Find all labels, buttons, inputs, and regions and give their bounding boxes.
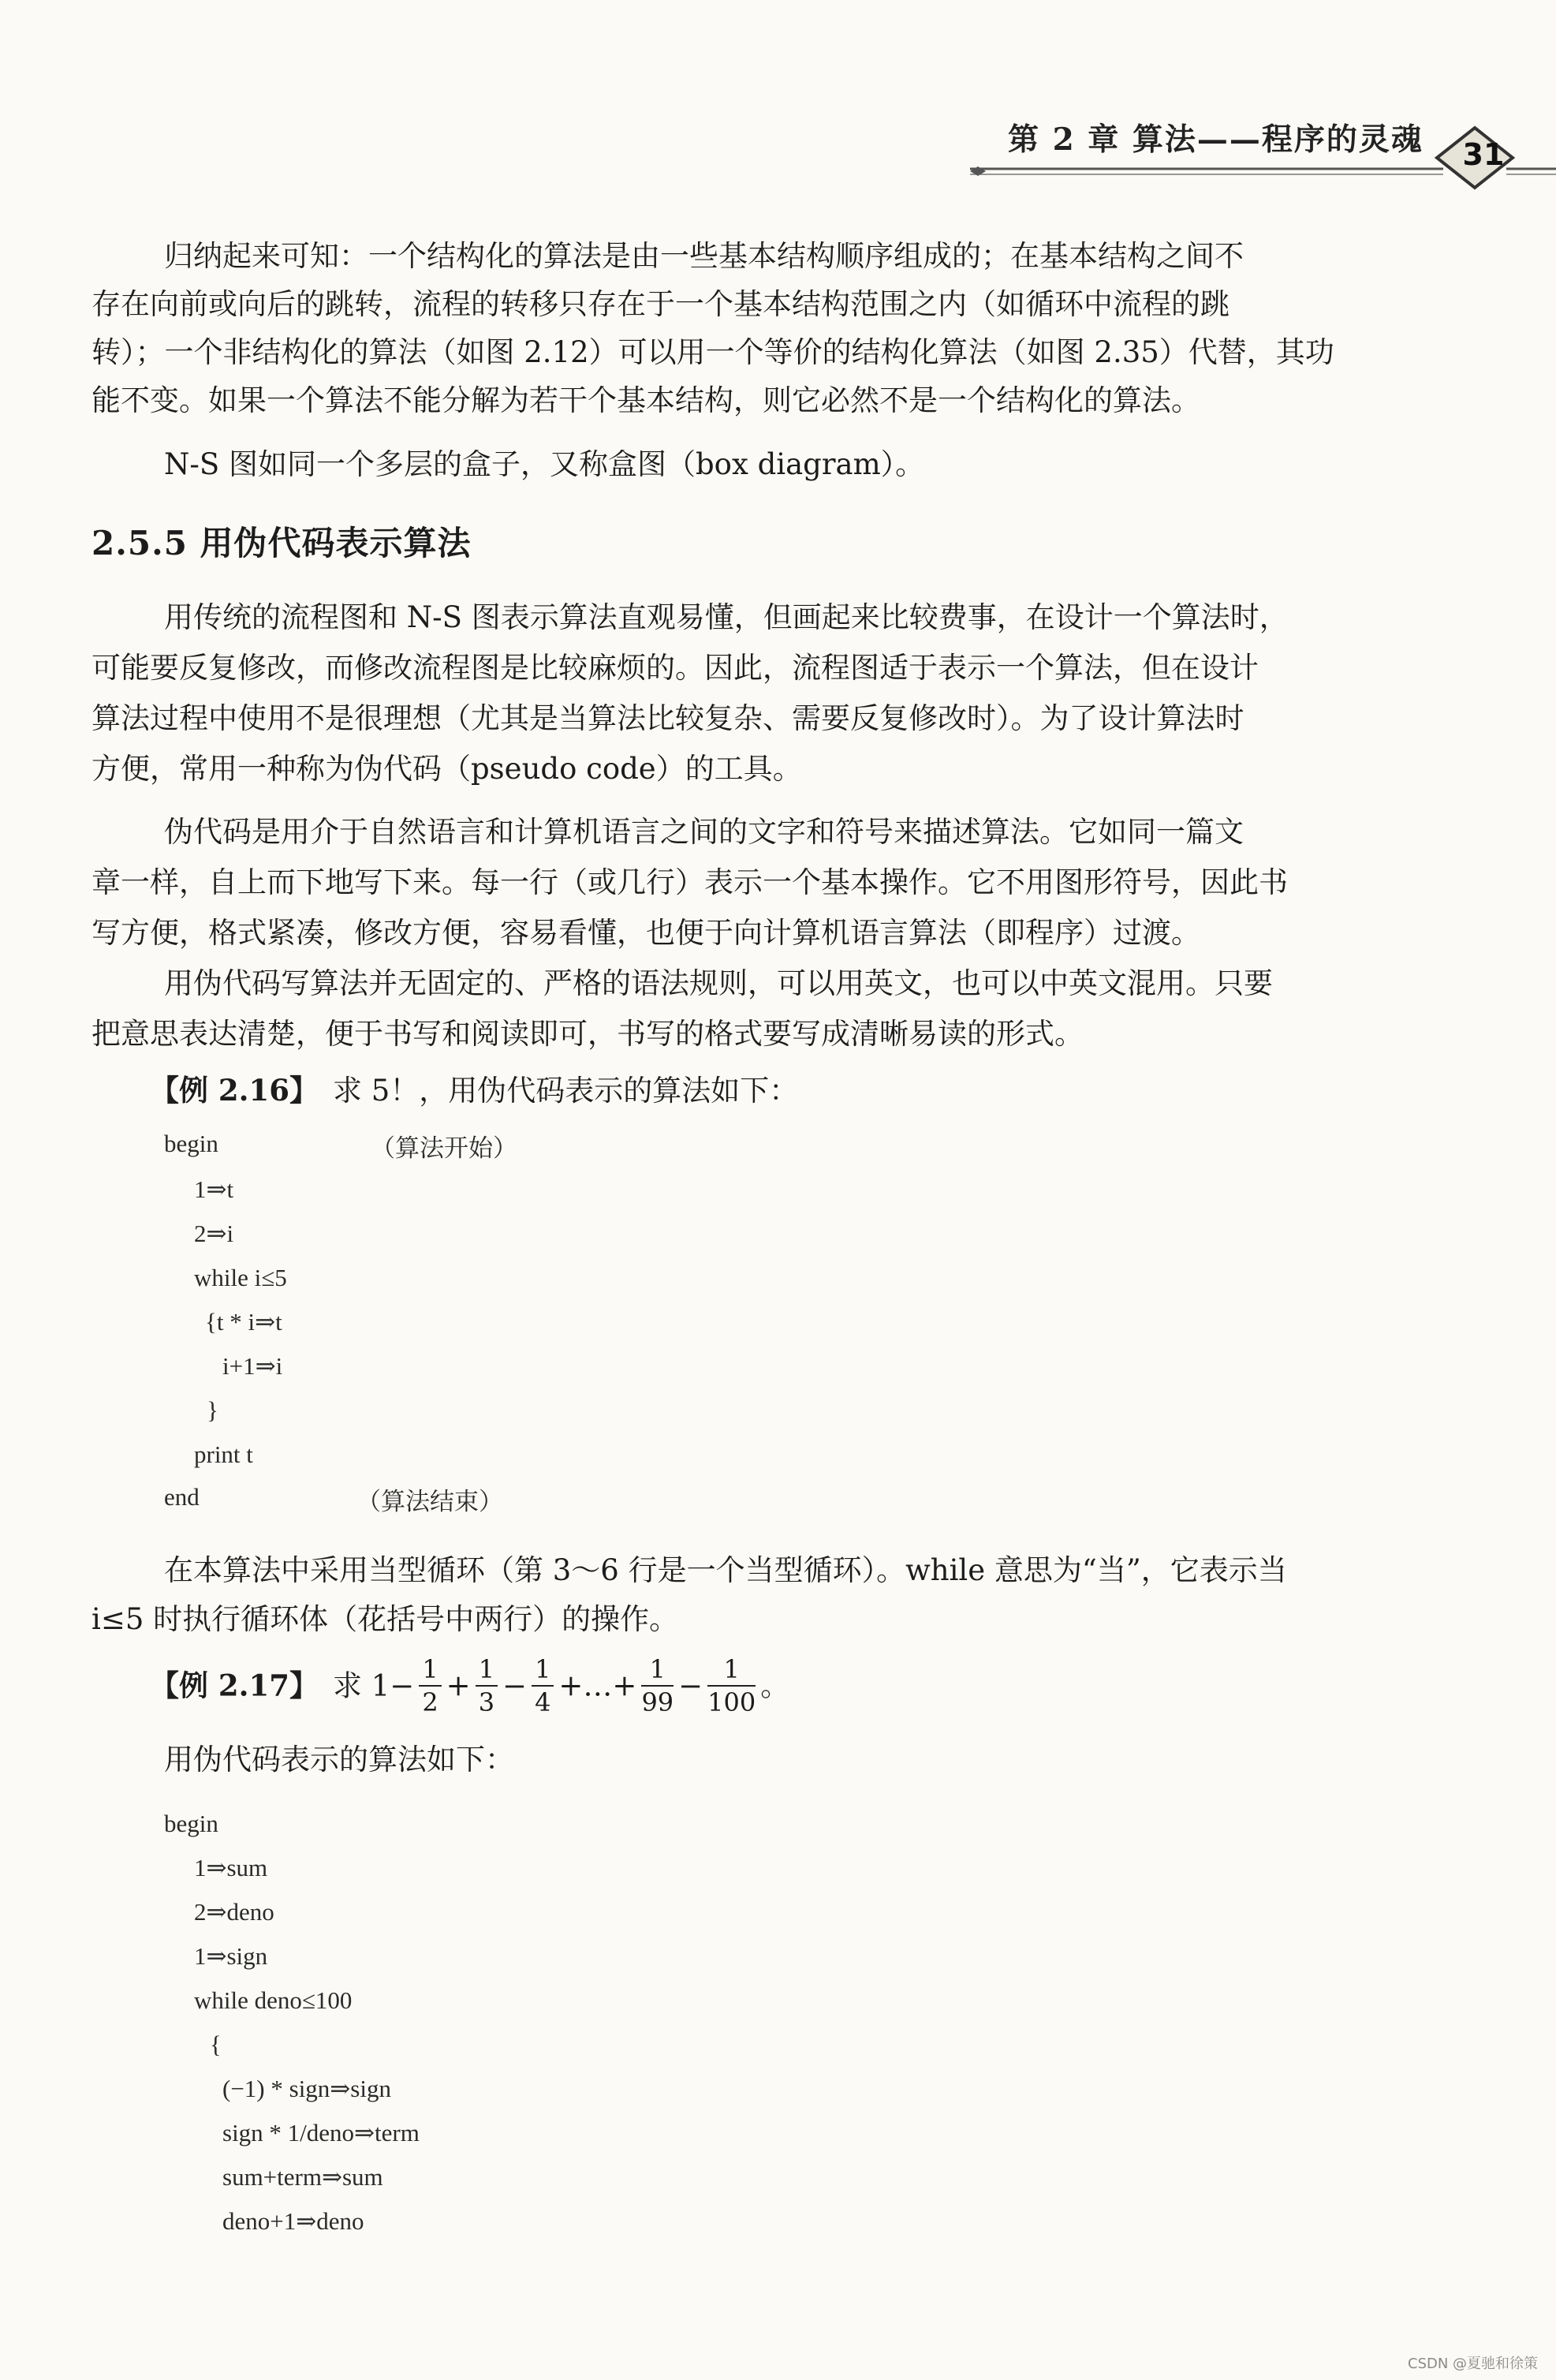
paragraph-line: 存在向前或向后的跳转，流程的转移只存在于一个基本结构范围之内（如循环中流程的跳 <box>91 287 1230 321</box>
code-line: (−1) * sign⇒sign <box>222 2075 391 2102</box>
chapter-header: 第 2 章 算法——程序的灵魂 <box>1008 121 1424 158</box>
paragraph-line: 把意思表达清楚，便于书写和阅读即可，书写的格式要写成清晰易读的形式。 <box>91 1017 1084 1051</box>
fraction-term: $\frac{1}{99}$ <box>641 1654 674 1717</box>
code-line: begin <box>164 1130 218 1157</box>
code-line: while i≤5 <box>194 1264 287 1291</box>
section-title: 2.5.5 用伪代码表示算法 <box>91 524 472 562</box>
code-comment: （算法开始） <box>371 1134 517 1162</box>
code-line: sum+term⇒sum <box>222 2163 383 2191</box>
code-comment: （算法结束） <box>356 1488 503 1515</box>
paragraph-line: 算法过程中使用不是很理想（尤其是当算法比较复杂、需要反复修改时）。为了设计算法时 <box>91 701 1244 735</box>
code-line: } <box>207 1396 218 1424</box>
code-line: while deno≤100 <box>194 1986 353 2014</box>
paragraph-line: 写方便，格式紧凑，修改方便，容易看懂，也便于向计算机语言算法（即程序）过渡。 <box>91 916 1200 950</box>
code-line: i+1⇒i <box>222 1352 283 1380</box>
example-16-heading <box>150 1067 798 1109</box>
fraction-operator: 。 <box>760 1668 790 1703</box>
fraction-term: $\frac{1}{3}$ <box>476 1657 498 1715</box>
paragraph-line: 方便，常用一种称为伪代码（pseudo code）的工具。 <box>91 752 802 786</box>
example-17-heading <box>150 1654 790 1717</box>
csdn-watermark: CSDN @夏驰和徐策 <box>1408 2356 1539 2372</box>
paragraph-line: 转）；一个非结构化的算法（如图 2.12）可以用一个等价的结构化算法（如图 2.35）代替，其功 <box>91 335 1334 369</box>
code-line: 1⇒sign <box>194 1942 268 1970</box>
example-17-intro: 用伪代码表示的算法如下： <box>164 1743 514 1777</box>
fraction-term: $\frac{1}{100}$ <box>707 1654 756 1717</box>
code-line: deno+1⇒deno <box>222 2207 364 2235</box>
paragraph-line: 能不变。如果一个算法不能分解为若干个基本结构，则它必然不是一个结构化的算法。 <box>91 383 1200 417</box>
example-17-prefix: 求 1− <box>333 1668 415 1703</box>
page-number: 31 <box>1462 137 1505 172</box>
paragraph-line: 归纳起来可知：一个结构化的算法是由一些基本结构顺序组成的；在基本结构之间不 <box>164 239 1244 273</box>
example-16-label: 【例 2.16】 <box>150 1073 319 1108</box>
code-line: {t * i⇒t <box>205 1308 282 1336</box>
paragraph-line: 章一样，自上而下地写下来。每一行（或几行）表示一个基本操作。它不用图形符号，因此书 <box>91 865 1288 899</box>
code-line: { <box>210 2031 222 2058</box>
fraction-operator: − <box>502 1668 528 1703</box>
paragraph-line: 伪代码是用介于自然语言和计算机语言之间的文字和符号来描述算法。它如同一篇文 <box>164 815 1244 849</box>
code-line: sign * 1/deno⇒term <box>222 2119 420 2146</box>
paragraph-line: 可能要反复修改，而修改流程图是比较麻烦的。因此，流程图适于表示一个算法，但在设计 <box>91 651 1259 685</box>
example-17-label: 【例 2.17】 <box>150 1668 319 1703</box>
paragraph-line: 用传统的流程图和 N-S 图表示算法直观易懂，但画起来比较费事，在设计一个算法时， <box>164 600 1289 634</box>
fraction-operator: +…+ <box>558 1668 637 1703</box>
fraction-term: $\frac{1}{4}$ <box>532 1657 554 1715</box>
example-16-text: 求 5！，用伪代码表示的算法如下： <box>333 1074 799 1108</box>
code-line: 2⇒i <box>194 1220 234 1247</box>
paragraph-line: 用伪代码写算法并无固定的、严格的语法规则，可以用英文，也可以中英文混用。只要 <box>164 966 1273 1000</box>
code-line: 1⇒sum <box>194 1854 268 1881</box>
code-line: 2⇒deno <box>194 1898 274 1926</box>
paragraph-ns-diagram: N-S 图如同一个多层的盒子，又称盒图（box diagram）。 <box>164 447 925 481</box>
paragraph-line: 在本算法中采用当型循环（第 3～6 行是一个当型循环）。while 意思为“当”，它表示当 <box>164 1553 1287 1587</box>
paragraph-line: i≤5 时执行循环体（花括号中两行）的操作。 <box>91 1602 679 1636</box>
code-line: 1⇒t <box>194 1175 234 1203</box>
fraction-operator: − <box>678 1668 703 1703</box>
fraction-term: $\frac{1}{2}$ <box>419 1657 441 1715</box>
code-line: print t <box>194 1440 253 1468</box>
code-line: end <box>164 1483 200 1511</box>
fraction-operator: + <box>446 1668 471 1703</box>
code-line: begin <box>164 1810 218 1837</box>
